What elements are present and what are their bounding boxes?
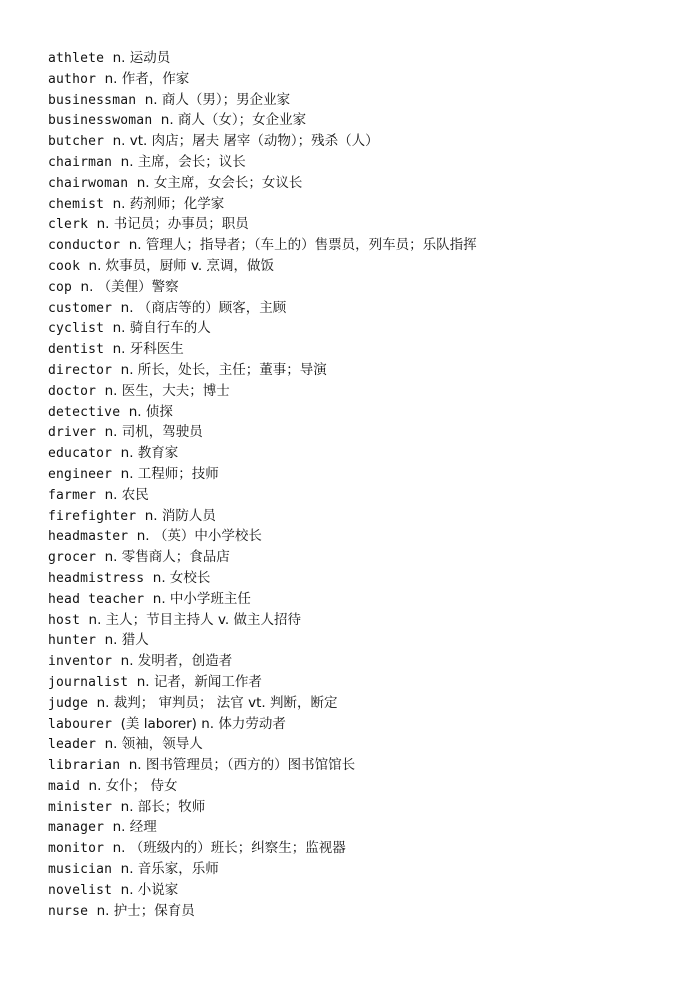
entry-word: clerk [48,217,89,233]
entry-word: athlete [48,51,105,66]
entry-definition: n. 牙科医生 [112,341,184,358]
entry-definition: n. 女仆； 侍女 [88,777,178,794]
list-item [48,90,688,111]
list-item [48,817,688,838]
entry-definition: n. 女主席，女会长；女议长 [136,174,303,191]
list-item [48,797,688,818]
entry-definition: n. 记者，新闻工作者 [136,673,262,690]
entry-word: detective [48,404,121,420]
entry-definition: n. 领袖，领导人 [104,736,203,753]
entry-definition: n. 图书管理员；（西方的）图书馆馆长 [128,757,356,774]
entry-definition: n. 经理 [112,819,157,836]
list-item [48,776,688,797]
entry-word: businessman [48,92,137,108]
entry-definition: n. 主席，会长；议长 [120,153,246,170]
list-item [48,277,688,298]
entry-definition: n. 医生，大夫；博士 [104,382,230,399]
entry-word: farmer [48,487,97,503]
entry-word: director [48,362,113,378]
vocabulary-list [48,48,688,921]
entry-definition: n. vt. 肉店；屠夫 屠宰（动物）；残杀（人） [112,133,379,150]
list-item [48,485,688,506]
entry-definition: n. 农民 [104,486,149,503]
list-item [48,381,688,402]
entry-definition: n. 女校长 [152,569,211,586]
entry-word: nurse [48,903,89,919]
entry-word: leader [48,737,97,753]
entry-word: businesswoman [48,113,153,129]
list-item [48,859,688,880]
list-item [48,880,688,901]
entry-word: head teacher [48,591,145,607]
list-item [48,464,688,485]
entry-definition: n. 所长，处长，主任；董事；导演 [120,361,327,378]
list-item [48,235,688,256]
list-item [48,734,688,755]
entry-definition: n. 侦探 [128,403,173,420]
list-item [48,152,688,173]
list-item [48,714,688,735]
entry-word: cop [48,279,73,295]
list-item [48,48,688,69]
list-item [48,339,688,360]
list-item [48,131,688,152]
entry-word: chairman [48,154,113,170]
entry-word: headmistress [48,570,145,586]
entry-definition: n. 中小学班主任 [152,590,251,607]
list-item [48,506,688,527]
entry-definition: n. （美俚）警察 [80,278,179,295]
entry-word: chemist [48,196,105,212]
list-item [48,194,688,215]
list-item [48,672,688,693]
entry-word: firefighter [48,508,137,524]
entry-definition: n. 教育家 [120,445,179,462]
entry-word: host [48,612,81,628]
entry-definition: n. 零售商人；食品店 [104,549,230,566]
list-item [48,318,688,339]
entry-definition: n. 护士；保育员 [96,902,195,919]
entry-definition: n. 运动员 [112,50,171,66]
entry-word: conductor [48,238,121,254]
entry-word: butcher [48,134,105,150]
list-item [48,901,688,922]
list-item [48,443,688,464]
entry-word: hunter [48,633,97,649]
list-item [48,651,688,672]
entry-definition: n. （商店等的）顾客，主顾 [120,299,287,316]
list-item [48,69,688,90]
entry-definition: n. 管理人；指导者；（车上的）售票员，列车员；乐队指挥 [128,237,477,254]
entry-word: customer [48,300,113,316]
entry-word: journalist [48,674,129,690]
entry-definition: n. 音乐家，乐师 [120,861,219,878]
list-item [48,838,688,859]
entry-definition: n. 药剂师；化学家 [112,195,225,212]
entry-definition: n. 工程师；技师 [120,465,219,482]
list-item [48,610,688,631]
entry-definition: n. 书记员；办事员；职员 [96,216,249,233]
entry-definition: n. （英）中小学校长 [136,528,262,545]
entry-definition: n. 骑自行车的人 [112,320,211,337]
list-item [48,589,688,610]
entry-word: judge [48,695,89,711]
list-item [48,568,688,589]
entry-definition: n. 消防人员 [144,507,216,524]
entry-word: cook [48,258,81,274]
entry-definition: n. 主人；节目主持人 v. 做主人招待 [88,611,302,628]
entry-definition: n. 炊事员，厨师 v. 烹调，做饭 [88,257,275,274]
entry-word: headmaster [48,529,129,545]
entry-word: musician [48,862,113,878]
list-item [48,110,688,131]
entry-word: cyclist [48,321,105,337]
entry-definition: n. 商人（女）；女企业家 [160,112,307,129]
entry-definition: n. 部长；牧师 [120,798,206,815]
list-item [48,173,688,194]
list-item [48,755,688,776]
entry-word: inventor [48,654,113,670]
entry-definition: n. 发明者，创造者 [120,653,233,670]
entry-word: chairwoman [48,175,129,191]
list-item [48,298,688,319]
entry-word: librarian [48,758,121,774]
list-item [48,360,688,381]
entry-word: author [48,71,97,87]
entry-definition: (美 laborer) n. 体力劳动者 [120,715,286,732]
list-item [48,693,688,714]
entry-word: engineer [48,466,113,482]
entry-word: dentist [48,342,105,358]
entry-word: novelist [48,882,113,898]
list-item [48,630,688,651]
entry-definition: n. 猎人 [104,632,149,649]
entry-word: minister [48,799,113,815]
entry-word: maid [48,778,81,794]
entry-definition: n. 小说家 [120,881,179,898]
entry-definition: n. 商人（男）；男企业家 [144,91,291,108]
entry-word: driver [48,425,97,441]
entry-word: labourer [48,716,113,732]
entry-definition: n. 裁判； 审判员； 法官 vt. 判断，断定 [96,694,338,711]
entry-definition: n. 司机，驾驶员 [104,424,203,441]
entry-word: doctor [48,383,97,399]
entry-word: manager [48,820,105,836]
list-item [48,256,688,277]
entry-definition: n. （班级内的）班长；纠察生；监视器 [112,840,346,857]
list-item [48,402,688,423]
entry-definition: n. 作者，作家 [104,70,190,87]
entry-word: educator [48,446,113,462]
list-item [48,214,688,235]
entry-word: grocer [48,550,97,566]
list-item [48,526,688,547]
list-item [48,422,688,443]
entry-word: monitor [48,841,105,857]
list-item [48,547,688,568]
